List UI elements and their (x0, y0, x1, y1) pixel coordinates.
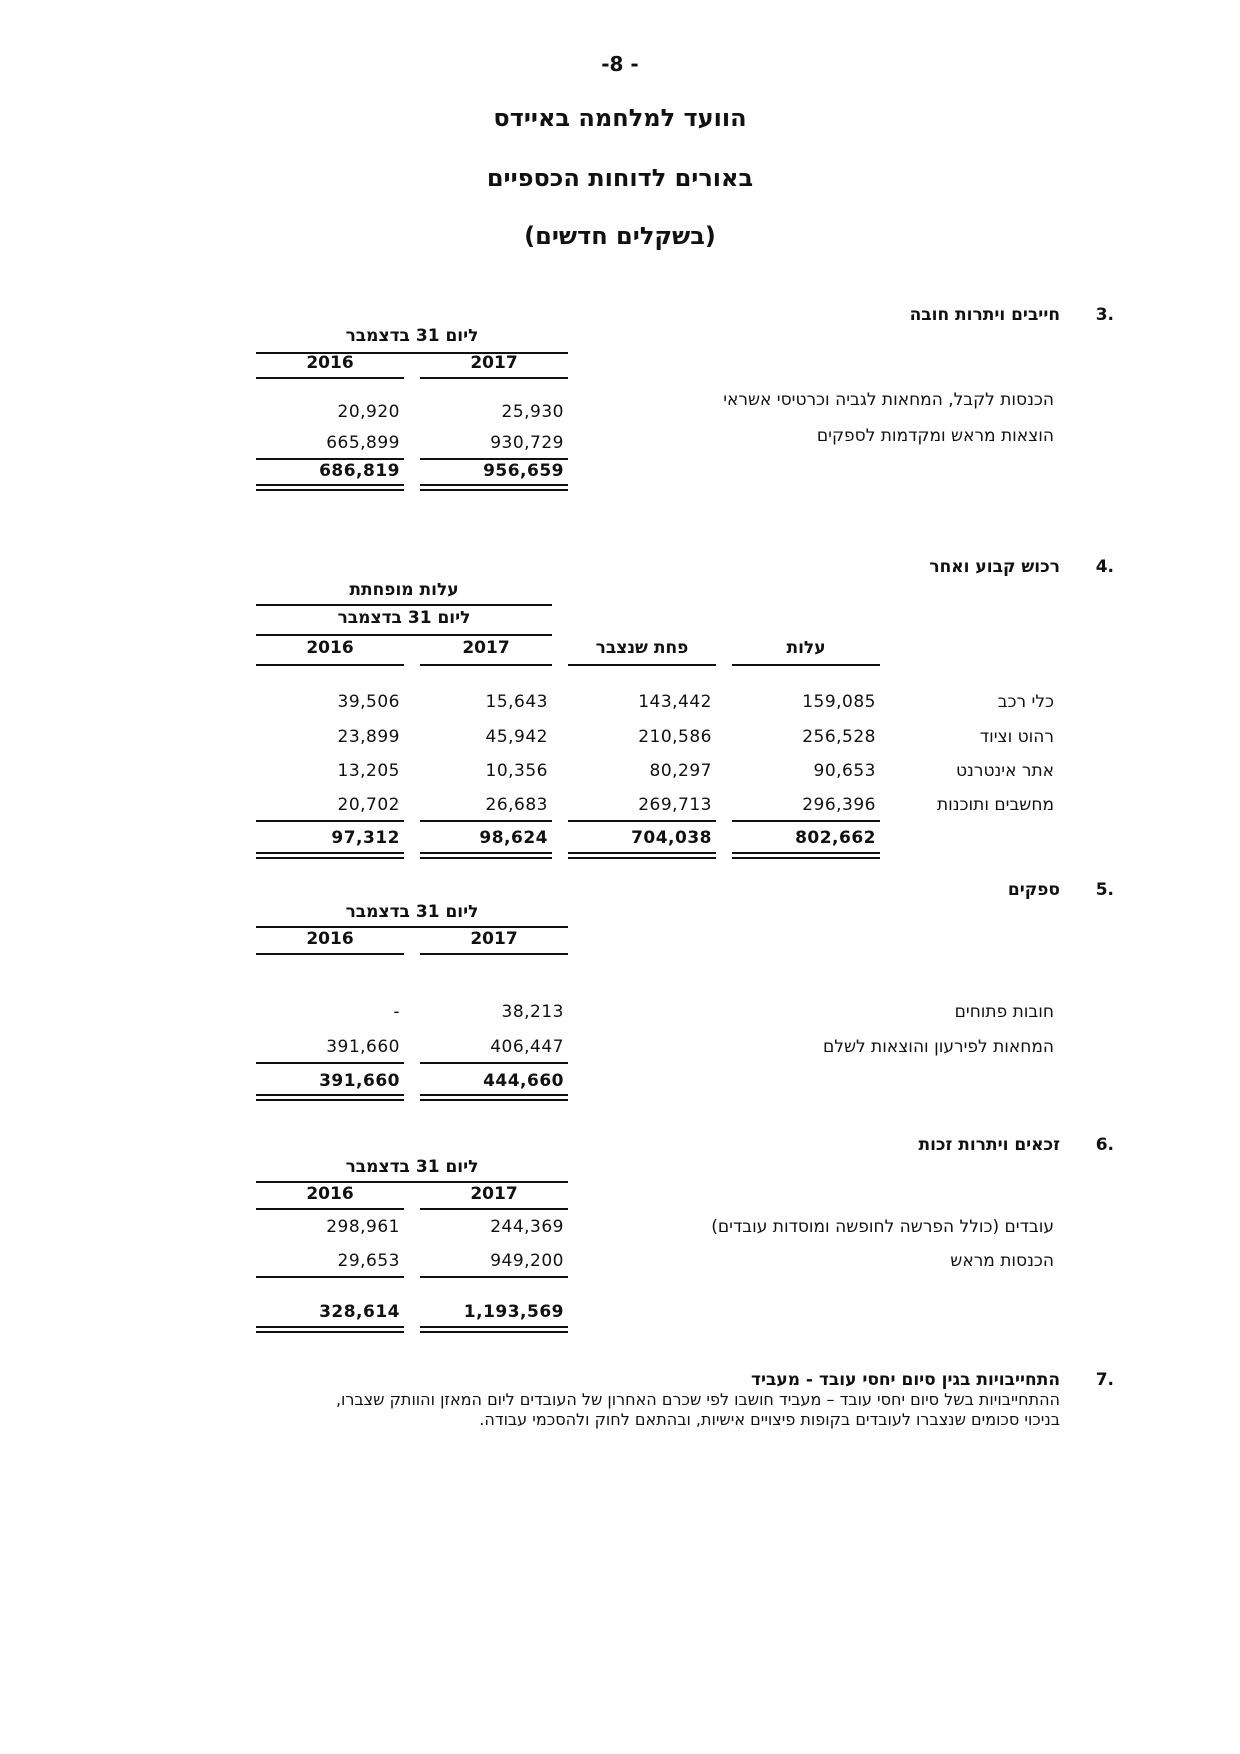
column-cost: עלות (786, 638, 826, 658)
value-2016: - (393, 1002, 400, 1022)
value-depreciation: 143,442 (638, 692, 712, 712)
column-depreciation: פחת שנצבר (595, 638, 689, 658)
row-label: מחשבים ותוכנות (936, 795, 1054, 815)
value-2017: 930,729 (490, 433, 564, 453)
row-label: הכנסות לקבל, המחאות לגביה וכרטיסי אשראי (723, 390, 1054, 410)
row-label: חובות פתוחים (954, 1002, 1054, 1022)
total-2017: 956,659 (483, 461, 564, 481)
row-label: אתר אינטרנט (956, 761, 1054, 781)
section-number: 6. (1095, 1135, 1114, 1155)
row-label: הכנסות מראש (950, 1251, 1054, 1271)
value-cost: 256,528 (802, 727, 876, 747)
section-number: 4. (1095, 557, 1114, 577)
period-header: ליום 31 בדצמבר (337, 608, 471, 628)
section-title: ספקים (1007, 880, 1060, 900)
section-title: התחייבויות בגין סיום יחסי עובד - מעביד (751, 1370, 1060, 1390)
value-2017: 406,447 (490, 1037, 564, 1057)
column-2016: 2016 (306, 1184, 354, 1204)
section-number: 7. (1095, 1370, 1114, 1390)
row-label: הוצאות מראש ומקדמות לספקים (816, 426, 1054, 446)
value-2017: 10,356 (485, 761, 548, 781)
value-2016: 13,205 (337, 761, 400, 781)
period-header: ליום 31 בדצמבר (345, 902, 479, 922)
total-2016: 391,660 (319, 1071, 400, 1091)
section-title: רכוש קבוע ואחר (929, 557, 1060, 577)
total-depreciation: 704,038 (631, 828, 712, 848)
value-2016: 23,899 (337, 727, 400, 747)
column-2016: 2016 (306, 353, 354, 373)
total-2016: 97,312 (331, 828, 400, 848)
value-depreciation: 80,297 (649, 761, 712, 781)
organization-name: הוועד למלחמה באיידס (493, 104, 747, 132)
column-2017: 2017 (470, 1184, 518, 1204)
value-2016: 298,961 (326, 1217, 400, 1237)
row-label: המחאות לפירעון והוצאות לשלם (823, 1037, 1054, 1057)
column-2016: 2016 (306, 929, 354, 949)
value-cost: 296,396 (802, 795, 876, 815)
total-2017: 444,660 (483, 1071, 564, 1091)
period-header: ליום 31 בדצמבר (345, 326, 479, 346)
column-2016: 2016 (306, 638, 354, 658)
row-label: רהוט וציוד (979, 727, 1054, 747)
value-2017: 45,942 (485, 727, 548, 747)
document-title: באורים לדוחות הכספיים (486, 164, 754, 192)
value-2016: 665,899 (326, 433, 400, 453)
value-2016: 20,920 (337, 402, 400, 422)
total-2016: 328,614 (319, 1302, 400, 1322)
value-2017: 25,930 (501, 402, 564, 422)
column-2017: 2017 (470, 353, 518, 373)
value-2016: 39,506 (337, 692, 400, 712)
value-2016: 29,653 (337, 1251, 400, 1271)
value-2017: 15,643 (485, 692, 548, 712)
currency-note: (בשקלים חדשים) (524, 222, 716, 250)
value-cost: 90,653 (813, 761, 876, 781)
value-2017: 949,200 (490, 1251, 564, 1271)
value-depreciation: 210,586 (638, 727, 712, 747)
value-cost: 159,085 (802, 692, 876, 712)
section-number: 5. (1095, 880, 1114, 900)
section-title: חייבים ויתרות חובה (909, 305, 1060, 325)
total-2017: 98,624 (479, 828, 548, 848)
paragraph-line-2: בניכוי סכומים שנצברו לעובדים בקופות פיצויים אישיות, ובהתאם לחוק ולהסכמי עבודה. (479, 1410, 1060, 1429)
total-2017: 1,193,569 (463, 1302, 564, 1322)
page-number: -8 - (601, 52, 639, 76)
value-2017: 26,683 (485, 795, 548, 815)
row-label: עובדים (כולל הפרשה לחופשה ומוסדות עובדים) (711, 1217, 1054, 1237)
value-2017: 38,213 (501, 1002, 564, 1022)
column-2017: 2017 (462, 638, 510, 658)
total-cost: 802,662 (795, 828, 876, 848)
value-2017: 244,369 (490, 1217, 564, 1237)
column-2017: 2017 (470, 929, 518, 949)
total-2016: 686,819 (319, 461, 400, 481)
paragraph-line-1: ההתחייבויות בשל סיום יחסי עובד – מעביד חושבו לפי שכרם האחרון של העובדים ליום המאזן והוותק שצברו, (335, 1390, 1060, 1409)
period-header: ליום 31 בדצמבר (345, 1157, 479, 1177)
value-depreciation: 269,713 (638, 795, 712, 815)
section-title: זכאים ויתרות זכות (918, 1135, 1060, 1155)
row-label: כלי רכב (997, 692, 1054, 712)
value-2016: 20,702 (337, 795, 400, 815)
group-header: עלות מופחתת (349, 580, 459, 600)
value-2016: 391,660 (326, 1037, 400, 1057)
section-number: 3. (1095, 305, 1114, 325)
